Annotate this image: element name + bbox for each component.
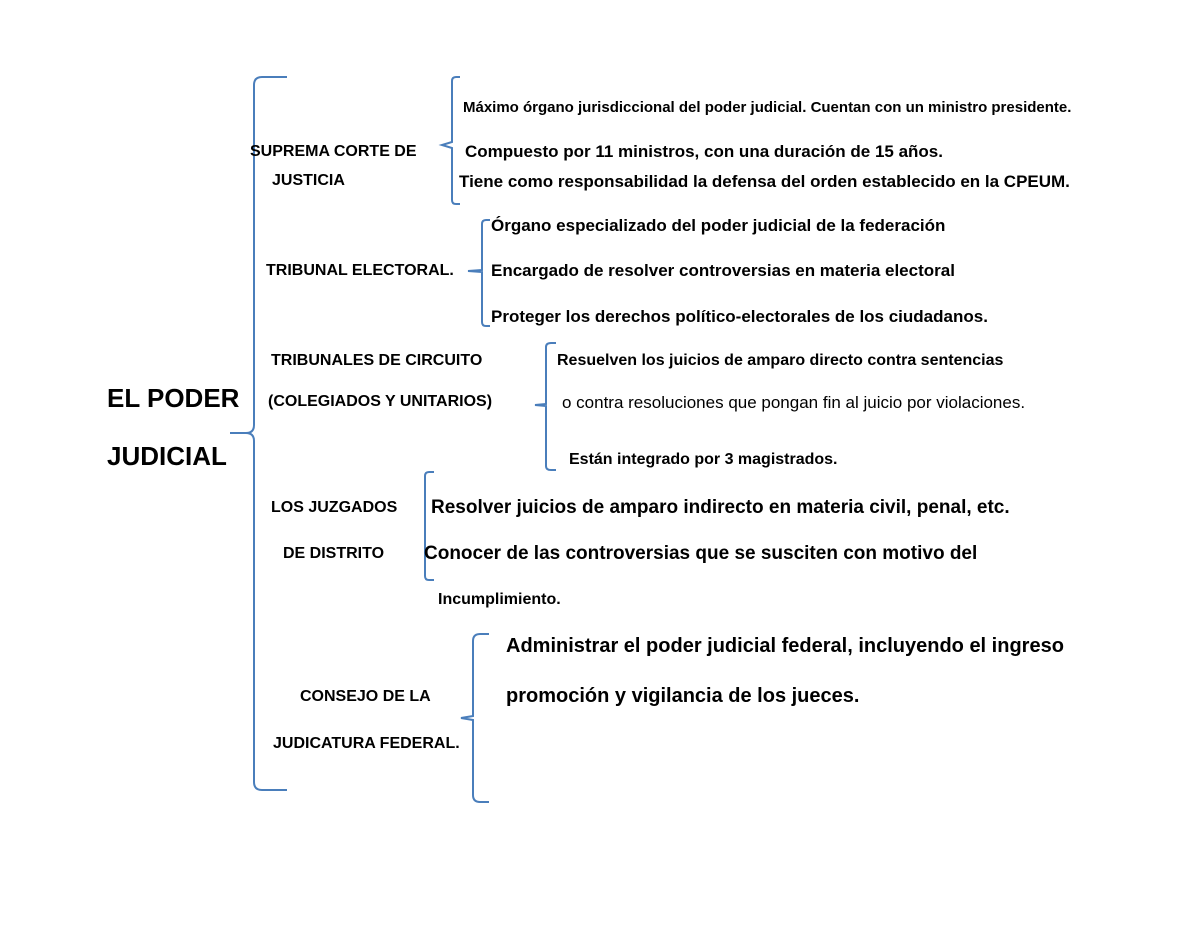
- branch-suprema-corte-line1: SUPREMA CORTE DE: [250, 143, 417, 160]
- root-label-line2: JUDICIAL: [107, 441, 227, 471]
- branch-tribunal-electoral: TRIBUNAL ELECTORAL.: [266, 262, 454, 279]
- tribunales-circuito-detail-1: Resuelven los juicios de amparo directo contra sentencias: [557, 352, 1004, 369]
- branch-juzgados-line1: LOS JUZGADOS: [271, 499, 398, 516]
- root-label-line1: EL PODER: [107, 383, 240, 413]
- branch-juzgados-line2: DE DISTRITO: [283, 545, 385, 562]
- branch-tribunales-circuito-line2: (COLEGIADOS Y UNITARIOS): [268, 393, 493, 410]
- branch-consejo-line2: JUDICATURA FEDERAL.: [273, 735, 460, 752]
- tribunal-electoral-detail-2: Encargado de resolver controversias en materia electoral: [491, 261, 955, 280]
- consejo-bracket: [461, 634, 489, 802]
- tribunales-circuito-detail-2: o contra resoluciones que pongan fin al juicio por violaciones.: [562, 393, 1026, 412]
- branch-consejo-line1: CONSEJO DE LA: [300, 688, 431, 705]
- branch-suprema-corte-line2: JUSTICIA: [272, 172, 345, 189]
- tribunal-electoral-detail-3: Proteger los derechos político-electorales de los ciudadanos.: [491, 307, 988, 326]
- suprema-corte-detail-1: Máximo órgano jurisdiccional del poder judicial. Cuentan con un ministro presidente.: [463, 99, 1072, 116]
- branch-tribunales-circuito-line1: TRIBUNALES DE CIRCUITO: [271, 352, 483, 369]
- juzgados-detail-3: Incumplimiento.: [438, 591, 561, 608]
- tribunales-circuito-detail-3: Están integrado por 3 magistrados.: [569, 451, 838, 468]
- juzgados-detail-2: Conocer de las controversias que se susciten con motivo del: [424, 543, 978, 564]
- tribunales-circuito-bracket: [535, 343, 556, 470]
- consejo-detail-2: promoción y vigilancia de los jueces.: [506, 685, 860, 707]
- suprema-corte-detail-2: Compuesto por 11 ministros, con una duración de 15 años.: [465, 142, 943, 161]
- tribunal-electoral-detail-1: Órgano especializado del poder judicial de la federación: [491, 216, 946, 235]
- consejo-detail-1: Administrar el poder judicial federal, incluyendo el ingreso: [506, 635, 1064, 657]
- suprema-corte-detail-3: Tiene como responsabilidad la defensa del orden establecido en la CPEUM.: [459, 172, 1070, 191]
- suprema-corte-bracket: [442, 77, 460, 204]
- juzgados-detail-1: Resolver juicios de amparo indirecto en materia civil, penal, etc.: [431, 497, 1010, 518]
- tribunal-electoral-bracket: [468, 220, 490, 326]
